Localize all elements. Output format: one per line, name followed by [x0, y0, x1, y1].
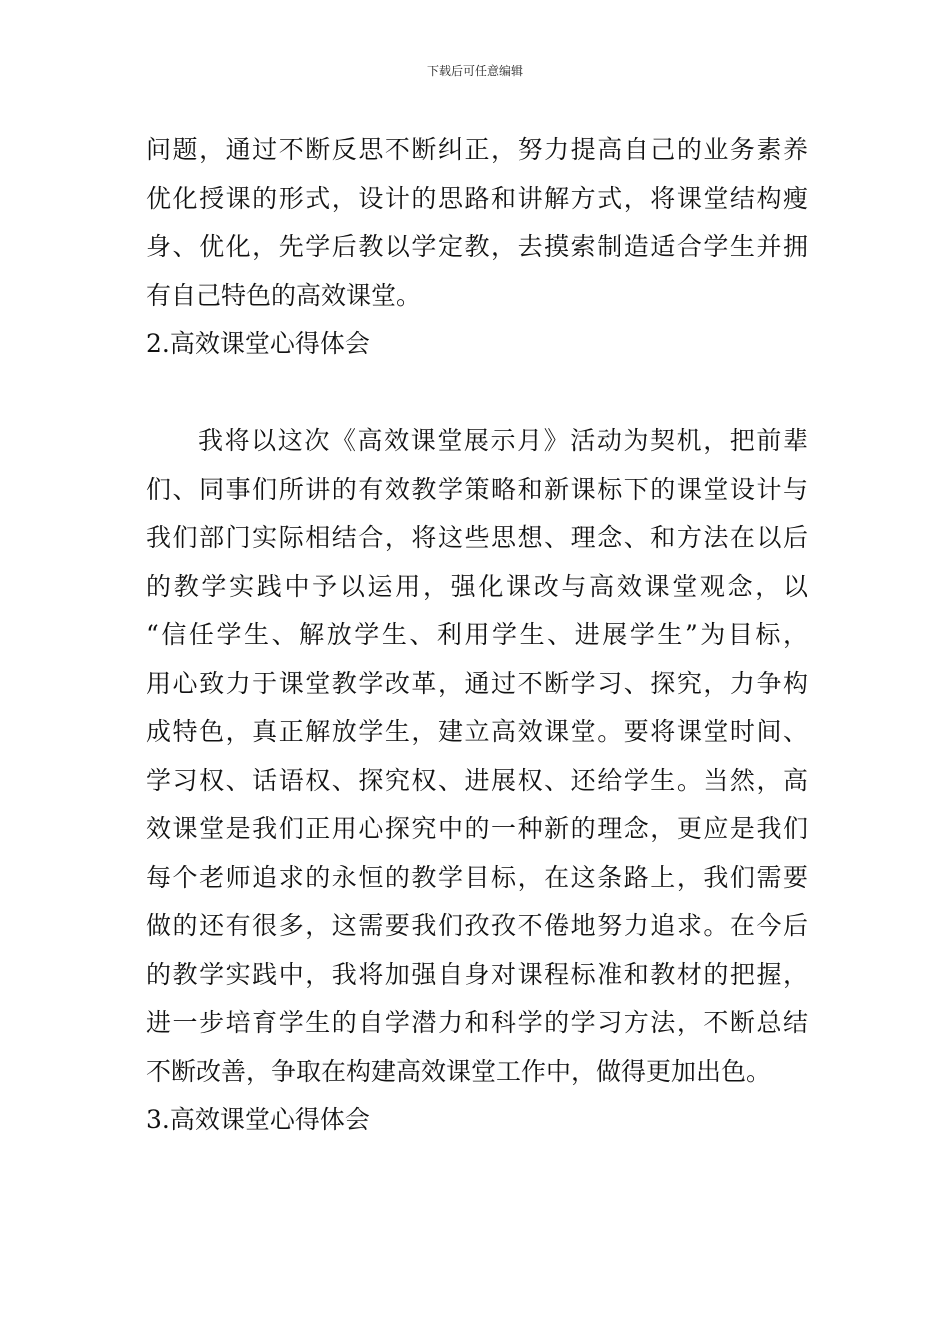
text-line: 每个老师追求的永恒的教学目标，在这条路上，我们需要 — [146, 862, 808, 892]
blank-line — [146, 369, 808, 418]
paragraph-2 — [146, 417, 808, 1096]
text-line: 用心致力于课堂教学改革，通过不断学习、探究，力争构 — [146, 668, 808, 698]
text-line: 们、同事们所讲的有效教学策略和新课标下的课堂设计与 — [146, 474, 808, 504]
section-heading-3: 3.高效课堂心得体会 — [146, 1105, 370, 1134]
text-line: 身、优化，先学后教以学定教，去摸索制造适合学生并拥 — [146, 232, 808, 261]
text-line: 学习权、话语权、探究权、进展权、还给学生。当然，高 — [146, 765, 808, 795]
text-line: 问题，通过不断反思不断纠正，努力提高自己的业务素养 — [146, 135, 808, 164]
page-header: 下载后可任意编辑 — [426, 64, 523, 78]
text-line: 优化授课的形式，设计的思路和讲解方式，将课堂结构瘦 — [146, 183, 808, 213]
text-line: 有自己特色的高效课堂。 — [146, 280, 422, 310]
text-line: 的教学实践中予以运用，强化课改与高效课堂观念，以 — [146, 571, 808, 601]
text-line: “信任学生、解放学生、利用学生、进展学生”为目标， — [146, 620, 808, 649]
text-line: 我们部门实际相结合，将这些思想、理念、和方法在以后 — [146, 523, 808, 552]
text-line: 不断改善，争取在构建高效课堂工作中，做得更加出色。 — [146, 1056, 772, 1086]
text-line: 做的还有很多，这需要我们孜孜不倦地努力追求。在今后 — [146, 911, 808, 940]
text-line: 效课堂是我们正用心探究中的一种新的理念，更应是我们 — [146, 814, 808, 843]
document-body — [146, 126, 808, 1145]
text-line: 成特色，真正解放学生，建立高效课堂。要将课堂时间、 — [146, 717, 808, 746]
section-heading-2: 2.高效课堂心得体会 — [146, 329, 370, 358]
paragraph-1 — [146, 126, 808, 320]
text-line: 进一步培育学生的自学潜力和科学的学习方法，不断总结 — [146, 1008, 808, 1037]
text-line: 的教学实践中，我将加强自身对课程标准和教材的把握， — [146, 959, 808, 989]
text-line: 我将以这次《高效课堂展示月》活动为契机，把前辈 — [198, 426, 808, 455]
